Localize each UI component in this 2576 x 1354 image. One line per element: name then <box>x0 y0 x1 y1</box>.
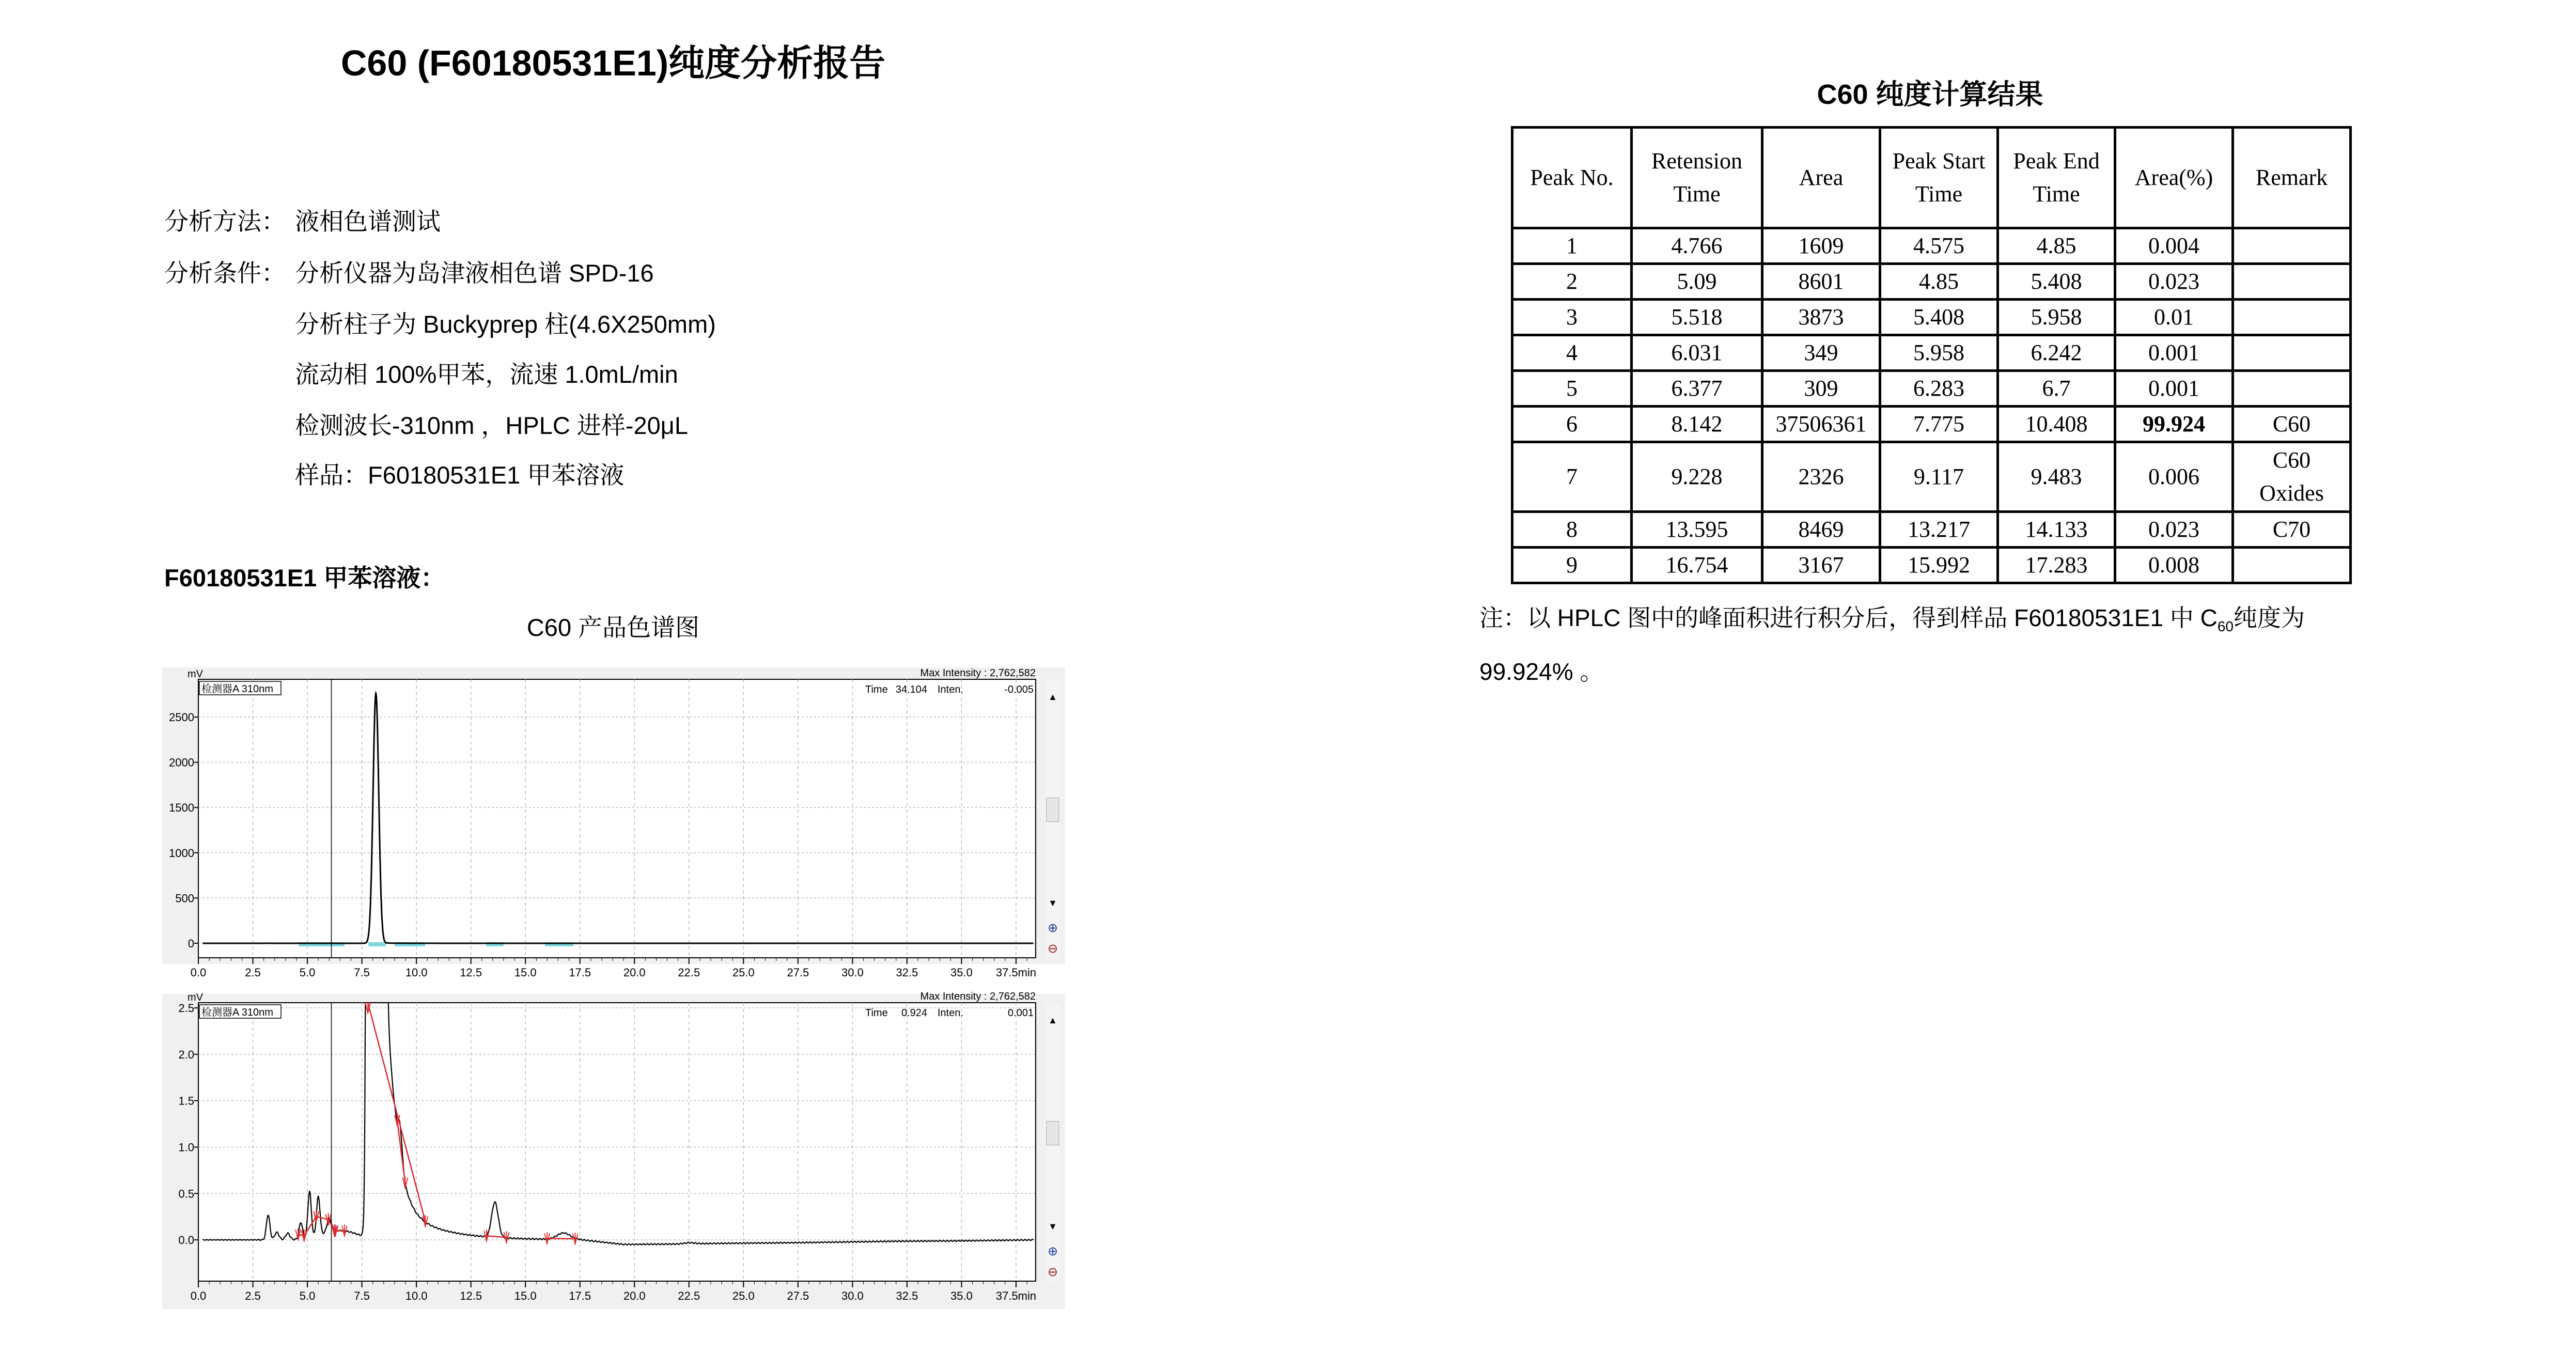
condition-instrument: 分析仪器为岛津液相色谱 SPD-16 <box>295 259 654 287</box>
x-tick-label: 10.0 <box>405 1289 428 1302</box>
table-cell: 7.775 <box>1880 407 1998 442</box>
x-tick-label: 7.5 <box>354 1289 370 1302</box>
table-cell: 10.408 <box>1998 407 2115 442</box>
x-tick-label: 5.0 <box>299 966 316 979</box>
table-row <box>1512 264 2351 300</box>
x-tick-label: 2.5 <box>245 1289 261 1302</box>
y-tick-label: 1000 <box>169 846 194 860</box>
table-header-row <box>1512 128 2351 228</box>
table-cell: 5.958 <box>1998 300 2115 335</box>
y-tick-label: 1.0 <box>178 1141 194 1154</box>
plot-area <box>198 1003 1036 1281</box>
chromatogram-full-svg <box>162 667 1065 979</box>
table-cell <box>2233 264 2351 300</box>
table-row <box>1512 300 2351 335</box>
x-tick-label: 17.5 <box>569 1289 591 1302</box>
x-tick-label: 37.5min <box>995 1289 1037 1302</box>
table-cell: 0.004 <box>2115 228 2233 264</box>
x-tick-label: 15.0 <box>514 966 537 979</box>
y-tick-label: 0.5 <box>178 1187 194 1201</box>
table-cell: 0.001 <box>2115 335 2233 371</box>
method-value: 液相色谱测试 <box>295 208 441 235</box>
note-line-1 <box>1479 599 2305 635</box>
y-tick-label: 1500 <box>169 801 194 815</box>
table-cell: 37506361 <box>1762 407 1880 442</box>
table-cell: 5.408 <box>1998 264 2115 300</box>
table-cell: C70 <box>2233 512 2351 548</box>
table-cell: 6 <box>1512 407 1632 442</box>
column-header: Area(%) <box>2115 128 2233 228</box>
table-cell: 0.008 <box>2115 548 2233 583</box>
zoom-out-icon[interactable]: ⊖ <box>1047 1265 1058 1279</box>
table-cell: 13.217 <box>1880 512 1998 548</box>
integration-baseline <box>547 1238 575 1239</box>
zoom-out-icon[interactable]: ⊖ <box>1047 942 1058 956</box>
x-tick-label: 2.5 <box>245 966 261 979</box>
table-cell: 5.09 <box>1632 264 1762 300</box>
table-row <box>1512 371 2351 407</box>
table-row <box>1512 407 2351 442</box>
table-cell: 7 <box>1512 442 1632 512</box>
cursor-inten-label: Inten. <box>938 684 964 695</box>
chart-caption: C60 产品色谱图 <box>526 614 700 641</box>
x-tick-label: 35.0 <box>950 1289 973 1302</box>
sample-heading: F60180531E1 甲苯溶液： <box>164 564 445 592</box>
x-tick-label: 12.5 <box>460 1289 482 1302</box>
table-cell: 3167 <box>1762 548 1880 583</box>
chromatogram-panel-zoomed <box>162 991 1065 1309</box>
table-row <box>1512 335 2351 371</box>
table-cell: 15.992 <box>1880 548 1998 583</box>
chromatogram-zoomed-svg <box>162 991 1065 1309</box>
scroll-down-icon[interactable]: ▼ <box>1048 898 1057 908</box>
table-cell <box>2233 548 2351 583</box>
x-tick-label: 27.5 <box>787 966 809 979</box>
x-tick-label: 27.5 <box>787 1289 809 1302</box>
purity-results-table <box>1511 126 2352 584</box>
table-cell <box>2233 371 2351 407</box>
table-cell <box>2233 335 2351 371</box>
legend-label: 检测器A 310nm <box>201 1007 273 1018</box>
cursor-time-value: 34.104 <box>895 684 927 695</box>
x-tick-label: 20.0 <box>623 966 646 979</box>
scroll-down-icon[interactable]: ▼ <box>1048 1221 1057 1232</box>
table-cell: 5.408 <box>1880 300 1998 335</box>
table-cell: 3 <box>1512 300 1632 335</box>
table-cell: 17.283 <box>1998 548 2115 583</box>
y-tick-label: 2.0 <box>178 1048 194 1061</box>
scroll-up-icon[interactable]: ▲ <box>1048 1015 1057 1025</box>
y-tick-label: 2000 <box>169 756 194 769</box>
table-cell: 1 <box>1512 228 1632 264</box>
table-cell: 9 <box>1512 548 1632 583</box>
cursor-time-label: Time <box>865 1007 888 1019</box>
table-cell: 9.483 <box>1998 442 2115 512</box>
max-intensity-label: Max Intensity : 2,762,582 <box>920 991 1036 1002</box>
table-cell: 2326 <box>1762 442 1880 512</box>
y-axis-unit: mV <box>188 668 203 680</box>
note-subscript: 60 <box>2217 618 2234 635</box>
table-cell <box>2233 228 2351 264</box>
x-tick-label: 12.5 <box>460 966 482 979</box>
table-cell: 349 <box>1762 335 1880 371</box>
note-prefix: 注：以 HPLC 图中的峰面积进行积分后，得到样品 F60180531E1 中 C <box>1479 604 2218 631</box>
table-cell: 0.023 <box>2115 512 2233 548</box>
x-tick-label: 17.5 <box>569 966 591 979</box>
plot-area <box>198 679 1036 958</box>
table-row <box>1512 512 2351 548</box>
results-title: C60 纯度计算结果 <box>1817 79 2043 110</box>
table-cell: 0.023 <box>2115 264 2233 300</box>
table-row <box>1512 228 2351 264</box>
table-cell: 9.117 <box>1880 442 1998 512</box>
x-tick-label: 5.0 <box>299 1289 316 1302</box>
scrollbar-thumb[interactable] <box>1047 1122 1059 1145</box>
table-cell: 8 <box>1512 512 1632 548</box>
x-tick-label: 0.0 <box>190 1289 207 1302</box>
table-cell: 5.958 <box>1880 335 1998 371</box>
y-tick-label: 1.5 <box>178 1094 194 1108</box>
table-cell <box>2233 300 2351 335</box>
x-tick-label: 25.0 <box>732 966 755 979</box>
x-tick-label: 32.5 <box>896 1289 918 1302</box>
scroll-up-icon[interactable]: ▲ <box>1048 692 1057 702</box>
y-axis-unit: mV <box>188 992 203 1003</box>
cursor-inten-value: -0.005 <box>1004 684 1034 695</box>
table-cell: 4.85 <box>1998 228 2115 264</box>
column-header: Remark <box>2233 128 2351 228</box>
condition-column: 分析柱子为 Buckyprep 柱(4.6X250mm) <box>295 310 716 338</box>
column-header: Area <box>1762 128 1880 228</box>
baseline-segment-mark <box>368 942 386 946</box>
table-cell: 0.006 <box>2115 442 2233 512</box>
table-cell: 5 <box>1512 371 1632 407</box>
x-tick-label: 30.0 <box>841 966 864 979</box>
table-cell: 309 <box>1762 371 1880 407</box>
column-header: Peak Start Time <box>1880 128 1998 228</box>
y-tick-label: 500 <box>175 892 194 905</box>
condition-mobile-phase: 流动相 100%甲苯，流速 1.0mL/min <box>295 361 678 388</box>
table-row <box>1512 548 2351 583</box>
table-cell: 8469 <box>1762 512 1880 548</box>
x-tick-label: 7.5 <box>354 966 370 979</box>
zoom-in-icon[interactable]: ⊕ <box>1047 1244 1058 1258</box>
table-cell: 9.228 <box>1632 442 1762 512</box>
x-tick-label: 22.5 <box>678 966 700 979</box>
report-title: C60 (F60180531E1)纯度分析报告 <box>340 43 886 83</box>
x-tick-label: 37.5min <box>995 966 1037 979</box>
cursor-inten-value: 0.001 <box>1007 1007 1034 1019</box>
method-label: 分析方法： <box>164 208 286 235</box>
y-tick-label: 2.5 <box>178 1002 194 1015</box>
x-tick-label: 10.0 <box>405 966 428 979</box>
table-cell: 16.754 <box>1632 548 1762 583</box>
x-tick-label: 22.5 <box>678 1289 700 1302</box>
note-suffix: 纯度为 <box>2234 604 2305 631</box>
y-tick-label: 0.0 <box>178 1234 194 1247</box>
table-cell: 8601 <box>1762 264 1880 300</box>
column-header: Peak No. <box>1512 128 1632 228</box>
condition-detection: 检测波长-310nm ，HPLC 进样-20μL <box>295 412 688 439</box>
table-cell: 4 <box>1512 335 1632 371</box>
x-tick-label: 30.0 <box>841 1289 864 1302</box>
table-cell: 6.283 <box>1880 371 1998 407</box>
scrollbar-thumb[interactable] <box>1047 798 1059 822</box>
table-row <box>1512 442 2351 512</box>
table-cell: 3873 <box>1762 300 1880 335</box>
column-header: Retension Time <box>1632 128 1762 228</box>
x-tick-label: 15.0 <box>514 1289 537 1302</box>
column-header: Peak End Time <box>1998 128 2115 228</box>
legend-label: 检测器A 310nm <box>201 683 273 695</box>
x-tick-label: 25.0 <box>732 1289 755 1302</box>
table-cell: 0.01 <box>2115 300 2233 335</box>
cursor-inten-label: Inten. <box>938 1007 964 1019</box>
condition-sample: 样品：F60180531E1 甲苯溶液 <box>295 461 625 489</box>
x-tick-label: 35.0 <box>950 966 973 979</box>
table-cell: 6.031 <box>1632 335 1762 371</box>
table-cell: 0.001 <box>2115 371 2233 407</box>
table-cell: 8.142 <box>1632 407 1762 442</box>
table-cell: 2 <box>1512 264 1632 300</box>
table-cell: 6.7 <box>1998 371 2115 407</box>
table-cell: 5.518 <box>1632 300 1762 335</box>
table-cell: 6.377 <box>1632 371 1762 407</box>
zoom-in-icon[interactable]: ⊕ <box>1047 921 1058 935</box>
table-body <box>1512 228 2351 583</box>
y-tick-label: 2500 <box>169 711 194 724</box>
table-cell: 99.924 <box>2115 407 2233 442</box>
table-cell: C60 Oxides <box>2233 442 2351 512</box>
cursor-time-label: Time <box>865 684 888 695</box>
table-cell: 1609 <box>1762 228 1880 264</box>
table-cell: 6.242 <box>1998 335 2115 371</box>
x-tick-label: 0.0 <box>190 966 207 979</box>
table-cell: 14.133 <box>1998 512 2115 548</box>
x-tick-label: 32.5 <box>896 966 918 979</box>
table-cell: 4.766 <box>1632 228 1762 264</box>
x-tick-label: 20.0 <box>623 1289 646 1302</box>
table-cell: 4.85 <box>1880 264 1998 300</box>
conditions-label: 分析条件： <box>164 259 286 287</box>
cursor-time-value: 0.924 <box>901 1007 927 1019</box>
max-intensity-label: Max Intensity : 2,762,582 <box>920 667 1036 679</box>
chromatogram-panel-full <box>162 667 1065 979</box>
note-line-2: 99.924% 。 <box>1479 658 1604 685</box>
table-cell: C60 <box>2233 407 2351 442</box>
y-tick-label: 0 <box>188 937 194 950</box>
table-cell: 4.575 <box>1880 228 1998 264</box>
table-cell: 13.595 <box>1632 512 1762 548</box>
